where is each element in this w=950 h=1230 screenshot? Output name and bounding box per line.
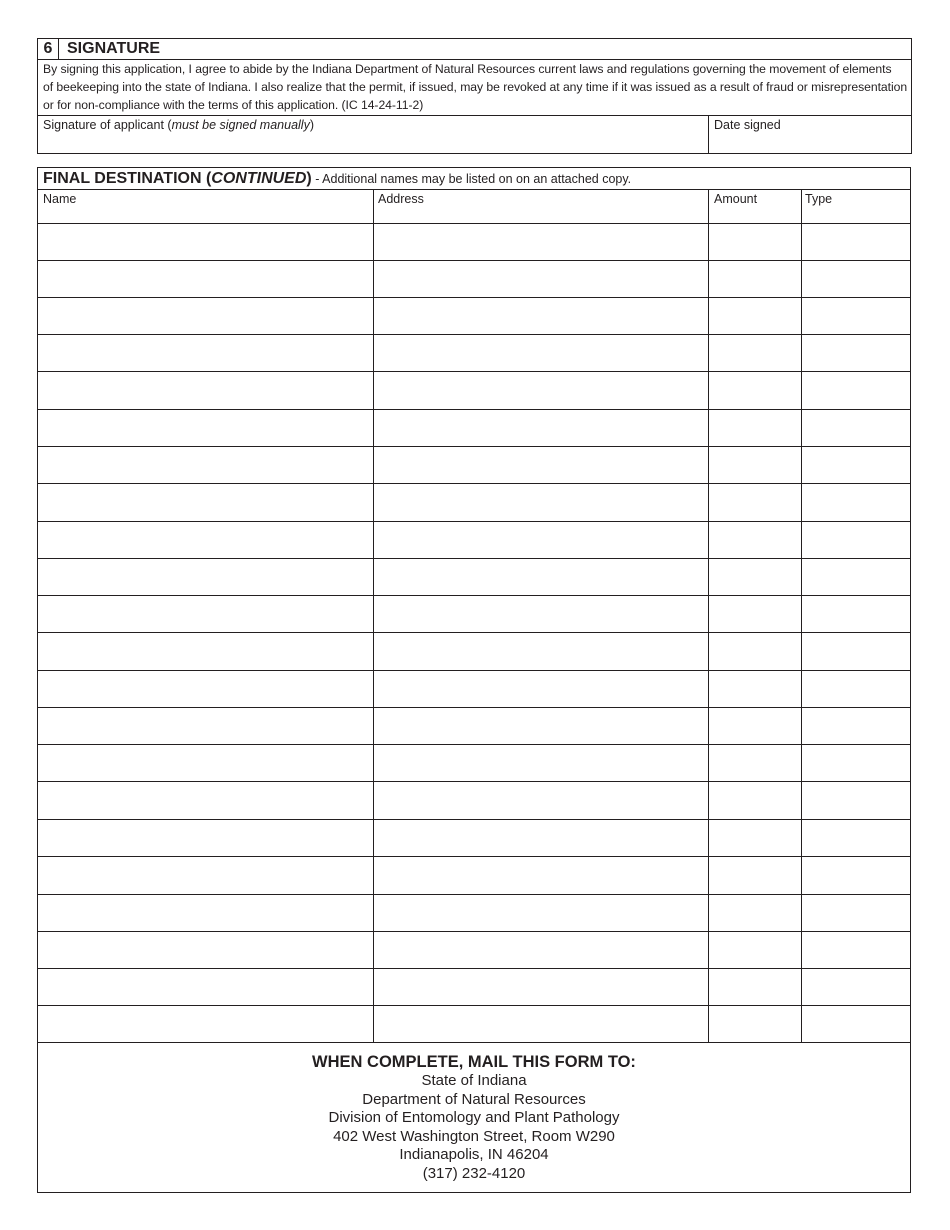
mail-address-line: Department of Natural Resources — [362, 1090, 586, 1108]
column-divider — [708, 189, 709, 1043]
section-number: 6 — [38, 39, 59, 59]
mail-address-line: Division of Entomology and Plant Pathology — [328, 1109, 620, 1127]
row-divider — [38, 707, 910, 708]
divider — [38, 115, 911, 116]
column-divider — [801, 189, 802, 1043]
final-destination-title: FINAL DESTINATION ( — [43, 170, 212, 187]
row-divider — [38, 968, 910, 969]
mailing-instructions — [38, 1052, 910, 1184]
final-destination-header — [43, 169, 631, 189]
row-divider — [38, 260, 910, 261]
divider — [708, 115, 709, 153]
row-divider — [38, 894, 910, 895]
row-divider — [38, 1005, 910, 1006]
row-divider — [38, 446, 910, 447]
row-divider — [38, 334, 910, 335]
column-divider — [373, 189, 374, 1043]
mail-heading: WHEN COMPLETE, MAIL THIS FORM TO: — [312, 1053, 636, 1071]
mail-phone: (317) 232-4120 — [422, 1164, 526, 1182]
statement-line: or for non-compliance with the terms of this application. (IC 14-24-11-2) — [43, 98, 424, 112]
row-divider — [38, 409, 910, 410]
row-divider — [38, 856, 910, 857]
row-divider — [38, 931, 910, 932]
mail-address-line: State of Indiana — [421, 1072, 527, 1089]
final-destination-title-end: ) — [306, 170, 312, 187]
column-header-address: Address — [378, 192, 424, 206]
row-divider — [38, 819, 910, 820]
row-divider — [38, 521, 910, 522]
column-header-amount: Amount — [714, 192, 758, 206]
signature-section — [37, 38, 912, 154]
signature-statement — [43, 60, 909, 114]
applicant-signature-label: Signature of applicant ( — [43, 118, 172, 132]
row-divider — [38, 297, 910, 298]
statement-line: By signing this application, I agree to abide by the Indiana Department of Natural Resources current laws and regulations governing the movement of elements — [43, 62, 892, 76]
row-divider — [38, 595, 910, 596]
statement-line: of beekeeping into the state of Indiana. I also realize that the permit, if issued, may be revoked at any time if it was issued as a result of fraud or misrepresentation — [43, 80, 908, 94]
applicant-signature-label-italic: must be signed manually — [171, 118, 310, 132]
mail-address-line: Indianapolis, IN 46204 — [399, 1146, 549, 1164]
row-divider — [38, 670, 910, 671]
date-signed-field[interactable] — [714, 118, 781, 132]
row-divider — [38, 558, 910, 559]
row-divider — [38, 1042, 910, 1043]
signature-section-header — [38, 39, 911, 60]
row-divider — [38, 632, 910, 633]
mail-address-line: 402 West Washington Street, Room W290 — [333, 1127, 615, 1145]
row-divider — [38, 744, 910, 745]
column-header-type: Type — [805, 192, 833, 206]
column-header-name: Name — [43, 192, 77, 206]
final-destination-table — [37, 167, 911, 1193]
row-divider — [38, 483, 910, 484]
row-divider — [38, 189, 910, 190]
applicant-signature-field[interactable] — [43, 118, 314, 132]
final-destination-note: - Additional names may be listed on on an attached copy. — [311, 172, 632, 186]
row-divider — [38, 781, 910, 782]
section-title: SIGNATURE — [67, 40, 161, 57]
row-divider — [38, 223, 910, 224]
applicant-signature-label-end: ) — [309, 118, 315, 132]
date-signed-label: Date signed — [714, 118, 781, 132]
row-divider — [38, 371, 910, 372]
final-destination-title-italic: CONTINUED — [211, 170, 307, 187]
